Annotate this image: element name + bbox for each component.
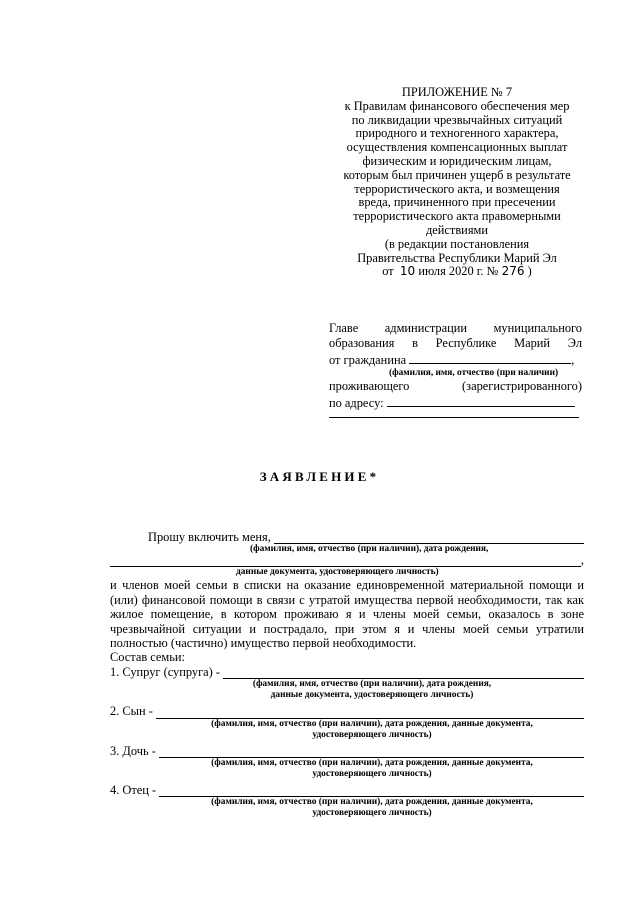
member-label: 2. Сын - bbox=[110, 704, 153, 719]
member-hint-2: удостоверяющего личность) bbox=[312, 729, 432, 740]
request-block bbox=[110, 530, 584, 819]
appendix-line: террористического акта правомерными bbox=[353, 209, 561, 224]
address-field[interactable] bbox=[387, 395, 575, 407]
member-field[interactable] bbox=[159, 786, 584, 797]
member-label: 4. Отец - bbox=[110, 783, 157, 798]
member-hint-1: (фамилия, имя, отчество (при наличии), дата рождения, данные документа, bbox=[211, 797, 533, 808]
appendix-line: вреда, причиненного при пресечении bbox=[358, 195, 556, 210]
member-field[interactable] bbox=[223, 668, 584, 679]
applicant-document-field[interactable] bbox=[110, 556, 581, 567]
applicant-hint-1: (фамилия, имя, отчество (при наличии), дата рождения, bbox=[250, 544, 489, 555]
appendix-line: Правительства Республики Марий Эл bbox=[357, 250, 557, 265]
address-line: по адресу: bbox=[329, 395, 582, 411]
member-hint-1: (фамилия, имя, отчество (при наличии), дата рождения, bbox=[252, 679, 492, 690]
appendix-line: природного и техногенного характера, bbox=[355, 126, 559, 141]
member-hint-2: удостоверяющего личность) bbox=[312, 808, 432, 819]
member-hint-2: удостоверяющего личность) bbox=[312, 769, 432, 780]
family-heading: Состав семьи: bbox=[110, 650, 185, 665]
date-prefix: от bbox=[382, 264, 394, 279]
addressee-line-1: Главе администрации муниципального bbox=[329, 321, 582, 335]
citizen-name-field[interactable] bbox=[409, 352, 571, 364]
appendix-line: ПРИЛОЖЕНИЕ № 7 bbox=[401, 85, 513, 99]
date-middle: июля 2020 г. № bbox=[418, 264, 499, 279]
member-hint-2: данные документа, удостоверяющего личность) bbox=[270, 690, 474, 701]
member-field[interactable] bbox=[159, 747, 584, 758]
date-number: 276 bbox=[501, 264, 525, 279]
appendix-header bbox=[326, 86, 588, 279]
from-citizen-line: от гражданина , bbox=[329, 352, 575, 367]
member-label: 3. Дочь - bbox=[110, 743, 156, 758]
member-label: 1. Супруг (супруга) - bbox=[110, 664, 221, 679]
request-paragraph: и членов моей семьи в списки на оказание единовременной материальной помощи и (или) финансовой помощи в связи с утратой имущества первой необходимости, так как жилое помещение, в котором проживаю я и члены моей семьи, оказалось в зоне чрезвычайной ситуации и пострадало, при этом я и члены моей семьи утратили полностью (частично) имущество первой необходимости. bbox=[110, 578, 584, 651]
appendix-line: физическим и юридическим лицам, bbox=[362, 153, 552, 168]
appendix-line: террористического акта, и возмещения bbox=[354, 181, 560, 196]
family-member bbox=[110, 665, 584, 701]
date-day: 10 bbox=[399, 264, 416, 279]
document-title: ЗАЯВЛЕНИЕ* bbox=[259, 469, 380, 484]
addressee-line-2: образования в Республике Марий Эл bbox=[329, 336, 582, 351]
appendix-line: по ликвидации чрезвычайных ситуаций bbox=[351, 112, 563, 127]
addressee-block bbox=[329, 321, 582, 418]
applicant-name-field[interactable] bbox=[274, 533, 584, 544]
appendix-line: осуществления компенсационных выплат bbox=[346, 140, 568, 155]
family-member bbox=[110, 704, 584, 740]
applicant-field-row-2: , bbox=[110, 555, 584, 567]
family-member bbox=[110, 783, 584, 819]
appendix-line: (в редакции постановления bbox=[384, 236, 530, 251]
member-hint-1: (фамилия, имя, отчество (при наличии), дата рождения, данные документа, bbox=[211, 758, 533, 769]
appendix-line: к Правилам финансового обеспечения мер bbox=[344, 98, 570, 113]
request-lead-row: Прошу включить меня, bbox=[110, 530, 584, 544]
member-hint-1: (фамилия, имя, отчество (при наличии), дата рождения, данные документа, bbox=[211, 718, 533, 729]
appendix-line: действиями bbox=[425, 222, 488, 237]
citizen-name-hint: (фамилия, имя, отчество (при наличии) bbox=[389, 368, 559, 379]
appendix-line: которым был причинен ущерб в результате bbox=[343, 167, 571, 182]
date-suffix: ) bbox=[527, 264, 532, 279]
living-line: проживающего (зарегистрированного) bbox=[329, 379, 582, 394]
address-field-2[interactable] bbox=[329, 411, 579, 418]
applicant-hint-2: данные документа, удостоверяющего личность) bbox=[236, 567, 439, 578]
member-field[interactable] bbox=[156, 708, 584, 719]
appendix-date-line bbox=[326, 265, 588, 279]
family-member bbox=[110, 744, 584, 780]
